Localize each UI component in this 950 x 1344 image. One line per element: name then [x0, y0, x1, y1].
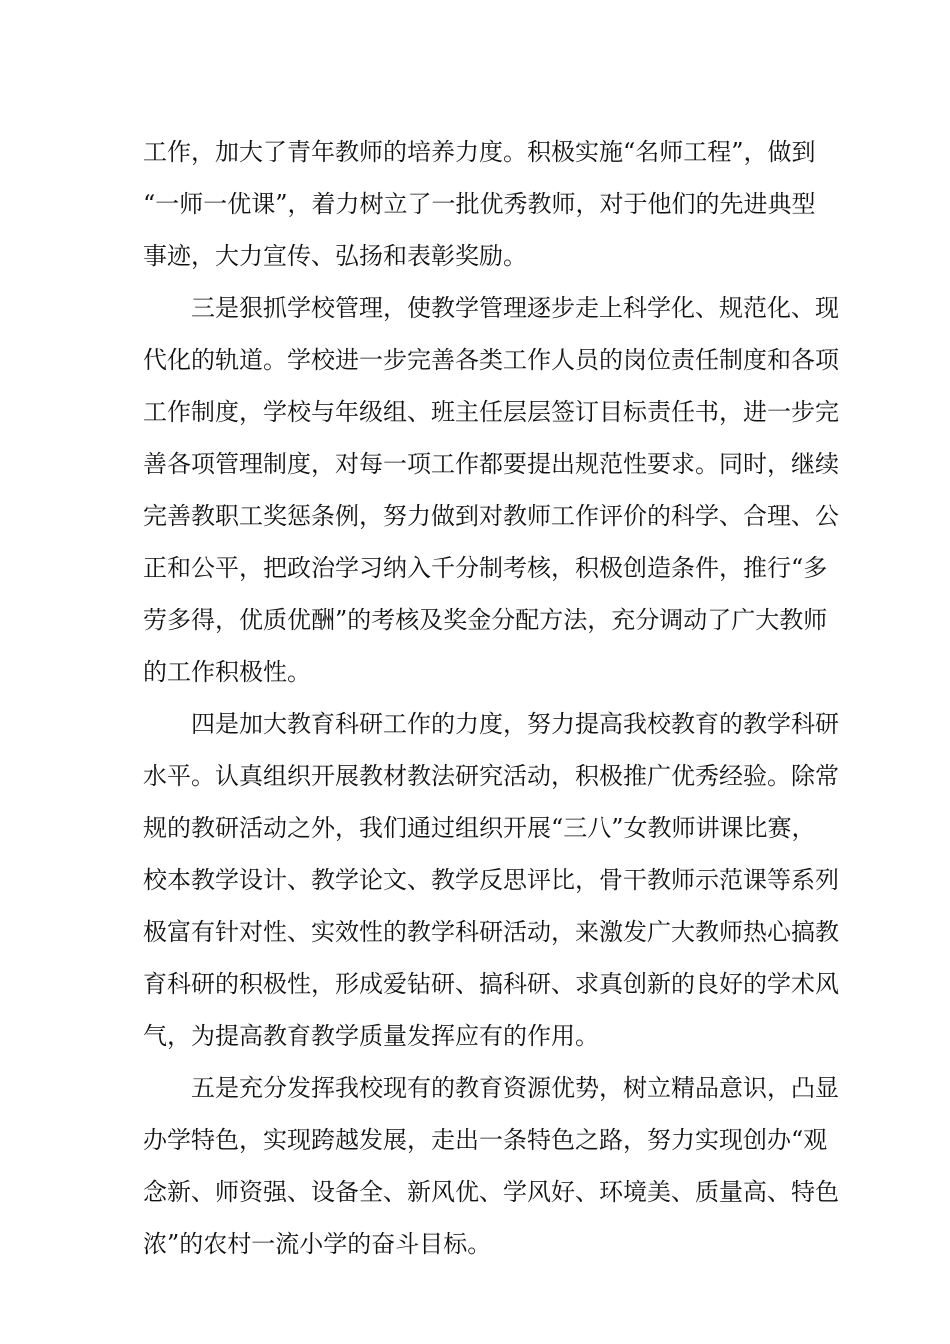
text-line: 四是加大教育科研工作的力度，努力提高我校教育的教学科研 [191, 710, 839, 738]
text-line: 念新、师资强、设备全、新风优、学风好、环境美、质量高、特色 [143, 1178, 839, 1206]
text-line: 工作制度，学校与年级组、班主任层层签订目标责任书，进一步完 [143, 398, 839, 426]
text-line: 五是充分发挥我校现有的教育资源优势，树立精品意识，凸显 [191, 1074, 839, 1102]
text-line: “一师一优课”，着力树立了一批优秀教师，对于他们的先进典型 [143, 190, 816, 218]
text-line: 完善教职工奖惩条例，努力做到对教师工作评价的科学、合理、公 [143, 502, 839, 530]
document-body [143, 132, 839, 1276]
text-line: 极富有针对性、实效性的教学科研活动，来激发广大教师热心搞教 [143, 918, 839, 946]
text-line: 办学特色，实现跨越发展，走出一条特色之路，努力实现创办“观 [143, 1126, 828, 1154]
text-line: 事迹，大力宣传、弘扬和表彰奖励。 [143, 242, 527, 270]
text-line: 劳多得，优质优酬”的考核及奖金分配方法，充分调动了广大教师 [143, 606, 828, 634]
text-line: 善各项管理制度，对每一项工作都要提出规范性要求。同时，继续 [143, 450, 839, 478]
text-line: 的工作积极性。 [143, 658, 311, 686]
paragraph-teacher-training [143, 132, 816, 288]
text-line: 代化的轨道。学校进一步完善各类工作人员的岗位责任制度和各项 [143, 346, 839, 374]
paragraph-school-management [143, 288, 839, 704]
text-line: 浓”的农村一流小学的奋斗目标。 [143, 1230, 492, 1258]
text-line: 气，为提高教育教学质量发挥应有的作用。 [143, 1022, 599, 1050]
text-line: 三是狠抓学校管理，使教学管理逐步走上科学化、规范化、现 [191, 294, 839, 322]
text-line: 校本教学设计、教学论文、教学反思评比，骨干教师示范课等系列 [143, 866, 839, 894]
text-line: 育科研的积极性，形成爱钻研、搞科研、求真创新的良好的学术风 [143, 970, 839, 998]
text-line: 规的教研活动之外，我们通过组织开展“三八”女教师讲课比赛， [143, 814, 816, 842]
paragraph-education-research [143, 704, 839, 1068]
text-line: 正和公平，把政治学习纳入千分制考核，积极创造条件，推行“多 [143, 554, 828, 582]
text-line: 工作，加大了青年教师的培养力度。积极实施“名师工程”，做到 [143, 138, 816, 166]
paragraph-resource-advantage [143, 1068, 839, 1276]
text-line: 水平。认真组织开展教材教法研究活动，积极推广优秀经验。除常 [143, 762, 839, 790]
